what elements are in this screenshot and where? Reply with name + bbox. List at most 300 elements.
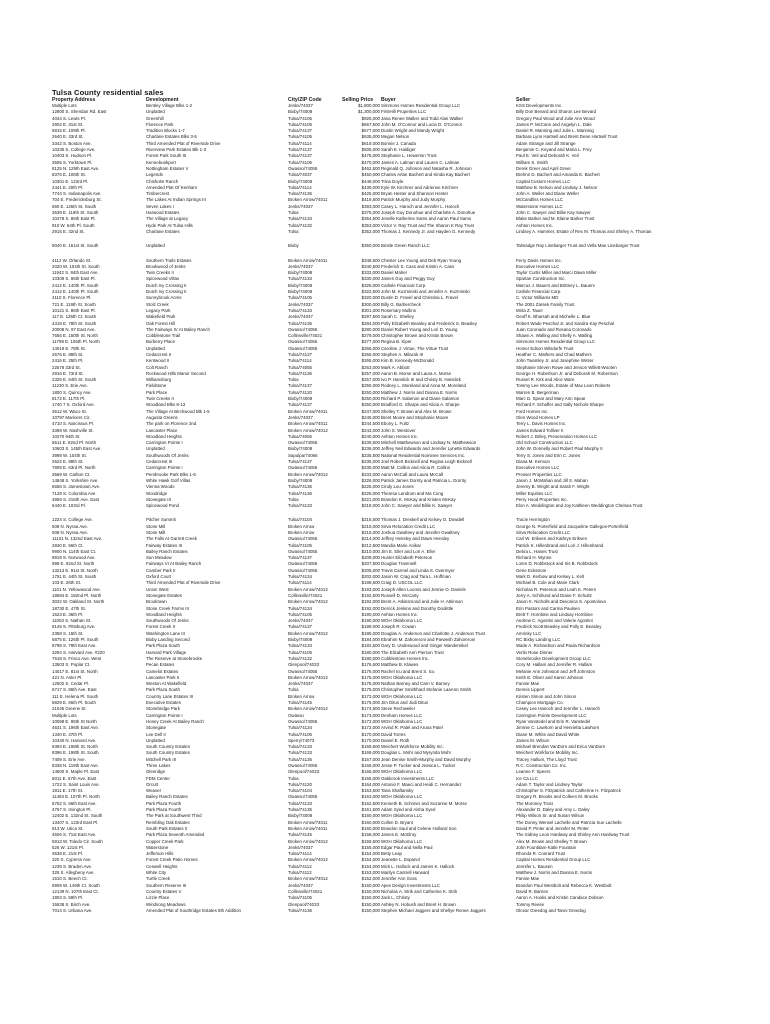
cell-selling-price: $375,000 [361,210,380,216]
cell-buyer: Bradford G. Sharpe and Alicia A. Sharpe [381,402,460,408]
cell-development: Stone Creek Farms III [146,605,189,611]
cell-selling-price: $210,000 [361,548,380,554]
cell-buyer: Ebony L. Fultz [381,421,410,427]
cell-city-zip: Bixby/74008 [288,446,313,452]
cell-buyer: Jeffrey Hensley and Dawn Hensley [381,536,450,542]
cell-buyer: Jesse P. Tucker and Jessica L. Tucker [381,762,456,768]
cell-seller: Tommy Reese [516,901,545,907]
cell-city-zip: Tulsa/74105 [288,121,313,127]
cell-selling-price: $353,000 [361,222,380,228]
cell-development: Weaver [146,788,162,794]
cell-buyer: Travis Carmel and Linda S. Overmyer [381,567,455,573]
cell-development: Camber Park II [146,567,176,573]
cell-buyer: Joseph R. Cowan [381,624,416,630]
cell-development: Park Plaza Seventh Amended [146,832,205,838]
cell-city-zip: Bixby [288,243,299,249]
cell-city-zip: Tulsa/74133 [288,643,313,649]
cell-city-zip: Tulsa/74133 [288,307,313,313]
cell-development: Southern Reserve III [146,882,187,888]
cell-selling-price: $160,000 [361,819,380,825]
cell-city-zip: Collinsville/74021 [288,592,323,598]
row-spacer [0,235,770,243]
cell-property-address: 10301 E. 123rd Pl. [52,178,89,184]
cell-property-address: 8919 S. Norwood Ave. [52,555,96,561]
cell-seller: Spartan Construction Inc. [516,276,566,282]
cell-selling-price: $166,000 [361,762,380,768]
cell-seller: Miller Equities LLC [516,490,553,496]
cell-seller: Billy Don Bevard and Sharon Lee Bevard [516,109,597,115]
cell-buyer: Trina Doyle [381,178,404,184]
cell-selling-price: $185,000 [361,630,380,636]
header-development: Development [146,97,179,103]
cell-development: Amended Plat Of Kenham [146,184,198,190]
cell-property-address: 1523 E. 36th Pl. [52,611,84,617]
cell-city-zip: Bixby/74008 [288,813,313,819]
cell-selling-price: $175,000 [361,674,380,680]
cell-seller: Old School Construction LLC [516,440,573,446]
cell-selling-price: $475,000 [361,153,380,159]
cell-property-address: 4710 S. Narcissus Pl. [52,421,94,427]
cell-seller: Wade A. Richardson and Paula Richardson [516,643,601,649]
cell-selling-price: $176,500 [361,662,380,668]
cell-city-zip: Tulsa/74105 [288,295,313,301]
cell-buyer: Ashton Homes Inc. [381,433,419,439]
cell-seller: Carlisle Financial Corp. [516,289,562,295]
cell-selling-price: $192,000 [361,605,380,611]
cell-development: Greenhill [146,115,164,121]
cell-development: Colt Ranch [146,364,168,370]
cell-buyer: Edgar Paul and Nella Paul [381,844,433,850]
cell-city-zip: Broken Arrow/74012 [288,838,328,844]
header-buyer: Buyer [381,97,396,103]
cell-property-address: 1224 S. College Ave. [52,517,93,523]
cell-development: Carrington Pointe I [146,440,183,446]
cell-development: Bentley Village Blks 1-2 [146,103,193,108]
cell-buyer: WGH Oklahoma LLC [381,794,423,800]
cell-property-address: 11003 S. Nathan St. [52,618,92,624]
cell-city-zip: Tulsa [288,687,299,693]
cell-development: Park Plaza South [146,643,180,649]
cell-city-zip: Tulsa/74134 [288,605,313,611]
cell-selling-price: $167,000 [361,756,380,762]
cell-seller: Amrinky LLC [516,630,542,636]
cell-buyer: Cobblestone Homes Inc. [381,655,430,661]
cell-buyer: Hunter Elizabeth Peterson [381,555,433,561]
cell-seller: John W. Donnelly and Robert Paul Murphy II [516,446,603,452]
cell-buyer: Matthew J. Norris and Dianna E. Norris [381,389,458,395]
cell-property-address: 103 E. 26th St. [52,580,82,586]
cell-city-zip: Tulsa [288,228,299,234]
cell-development: Chisholm Ranch [146,178,179,184]
cell-seller: Prosser Properties LLC [516,471,562,477]
cell-city-zip: Owasso/74055 [288,718,318,724]
cell-city-zip: Jenks/74037 [288,203,313,209]
cell-city-zip: Owasso/74055 [288,465,318,471]
cell-development: Third Amended Plat of Riverside Drive [146,140,221,146]
cell-property-address: 6717 S. 86th Ave. East [52,687,97,693]
cell-seller: David P. Pinter and Jennifer M. Pinter [516,825,589,831]
cell-property-address: 1239 S. Braden Ave. [52,863,93,869]
cell-property-address: 8145 S. Pittsburg Ave. [52,624,96,630]
cell-selling-price: $205,000 [361,567,380,573]
cell-city-zip: Tulsa/74136 [288,191,313,197]
cell-buyer: Kim B. Kennedy-McDonald [381,358,434,364]
cell-buyer: Carlisle Financial Corp. [381,282,427,288]
cell-property-address: Multiple Lots [52,103,77,108]
cell-development: Stonebridge Park [146,706,180,712]
cell-development: Carrington Pointe I [146,465,183,471]
cell-city-zip: Tulsa/74133 [288,216,313,222]
page-title: Tulsa County residential sales [52,88,164,97]
cell-seller: Marc D. Spear and Mary Ann Spear [516,396,586,402]
cell-selling-price: $354,500 [361,216,380,222]
cell-development: Stone Mill [146,530,166,535]
cell-property-address: 4767 S. Irvington Pl. [52,807,92,813]
cell-buyer: Douglas L. Mohr and Myrynda Mohr [381,750,452,756]
cell-seller: Elon A. Weddington and Joy Kathleen Weddington Chelsea Trust [516,503,643,509]
cell-buyer: Joseph Guy Donohue and Charlotte A. Donohue [381,210,476,216]
cell-property-address: 508 N. Nyssa Ave. [52,530,89,535]
cell-development: The Village at Legacy [146,216,189,222]
cell-buyer: Shelley T. Brown and Alex M. Brown [381,408,452,414]
cell-seller: Fannie Mae [516,876,540,882]
cell-city-zip: Tulsa/74105 [288,611,313,617]
cell-property-address: 5611 E. 82nd Pl. North [52,440,97,446]
cell-property-address: 4044 S. Lewis Pl. [52,115,86,121]
cell-development: Honey Creek At Bailey Ranch [146,718,204,724]
cell-buyer: Chester Lee Young and Deb Ryan Young [381,257,462,263]
cell-buyer: Christopher Brown and Kristin Brown [381,333,453,339]
cell-buyer: John M. Kuzminski and Jennifer A. Kuzminski [381,289,470,295]
cell-seller: Gregory R. Brooks and Colleen M. Brooks [516,794,598,800]
cell-seller: Adam T. Taylor and Lindsey Taylor [516,781,583,787]
cell-buyer: Adam Syed and Aisha Syed [381,807,436,813]
cell-seller: Gregory Paul Wood and Julie Ann Wood [516,115,595,121]
cell-selling-price: $322,500 [361,289,380,295]
cell-seller: Verlin Rose Dinner [516,649,553,655]
cell-selling-price: $618,000 [361,140,380,146]
cell-development: Country Lane Estates III [146,693,194,699]
cell-buyer: Jack L. Christy [381,895,410,901]
cell-city-zip: Tulsa/74105 [288,731,313,737]
cell-selling-price: $150,000 [361,907,380,913]
cell-property-address: 704 E. Fredericksburg St. [52,197,102,203]
cell-city-zip: Bixby/74008 [288,289,313,295]
cell-seller: McCandliss Homes LLC [516,197,564,203]
cell-selling-price: $202,000 [361,574,380,580]
cell-buyer: Jason W. Crag and Tara L. Hoffman [381,574,451,580]
cell-city-zip: Jenks/74037 [288,301,313,307]
cell-seller: Glen Wood Homes LP [516,414,560,420]
cell-buyer: Jim Ditus and Judi Ditus [381,700,429,706]
cell-development: Tradition Blocks 1-7 [146,128,185,134]
cell-development: Forest Park South III [146,153,187,159]
cell-selling-price: $175,000 [361,681,380,687]
cell-buyer: David Torres [381,731,406,737]
cell-property-address: 12502 S. Cedar Pl. [52,681,90,687]
cell-selling-price: $172,000 [361,725,380,731]
cell-buyer: Dustin D. Fravel and Christina L. Fravel [381,295,458,301]
cell-development: South Country Estates [146,750,190,756]
cell-buyer: Jeanette L. Espanol [381,857,420,863]
cell-development: Legends [146,172,163,178]
cell-property-address: 12402 E. 132nd St. South [52,813,103,819]
cell-city-zip: Glenpool/74033 [288,901,320,907]
cell-development: Spicewood Villas [146,276,180,282]
cell-property-address: 5909 W. 149th Ct. South [52,882,100,888]
cell-city-zip: Broken Arrow/74011 [288,257,328,263]
cell-seller: Capital Custom Homes LLC [516,178,571,184]
cell-selling-price: $352,000 [361,228,380,234]
cell-city-zip: Collinsville/74021 [288,333,323,339]
cell-buyer: Ebrahim M. Zahoreroni and Parwesh Zahoreroni [381,637,476,643]
cell-buyer: Billy G. Barbercheck [381,301,421,307]
cell-city-zip: Tulsa [288,496,299,502]
cell-development: Oxford Court [146,574,172,580]
cell-buyer: Jeffrey Neil Edwards and Jennifer Lynette Edwards [381,446,481,452]
cell-city-zip: Tulsa/74137 [288,383,313,389]
cell-development: Lizzie Place [146,895,170,901]
cell-property-address: 11799 E. 106th Pl. North [52,339,100,345]
cell-development: Executive Estates [146,700,181,706]
cell-city-zip: Owasso/74055 [288,440,318,446]
cell-seller: John A. Weller and Diane Weller [516,191,580,197]
cell-property-address: 6656 S. Jamestown Ave. [52,484,101,490]
cell-buyer: Apex Design Investments LLC [381,882,441,888]
cell-property-address: 13213 E. 91st St. North [52,567,98,573]
cell-city-zip: Bixby/74008 [288,477,313,483]
cell-city-zip: Tulsa/74105 [288,542,313,548]
cell-development: Woodland Blks 8-13 [146,402,186,408]
cell-property-address: 10270 94th St. [52,433,81,439]
cell-selling-price: $160,000 [361,813,380,819]
cell-development: The Reserve at Stonebrooke [146,655,203,661]
cell-selling-price: $1,800,000 [358,103,380,108]
cell-seller: Jimmie C. Lawhorn and Henrietta Lawhorn [516,725,600,731]
cell-selling-price: $235,000 [361,459,380,465]
cell-seller: Weichert Workforce Mobility Inc. [516,750,579,756]
cell-seller: Russel R. Kirk and Alice Ware [516,377,575,383]
cell-property-address: 22578 33rd St. [52,364,81,370]
cell-city-zip: Glenpool/74033 [288,769,320,775]
cell-seller: Casey Lee Hanoch and Jennifer L. Hanoch [516,706,600,712]
cell-city-zip: Tulsa/74137 [288,402,313,408]
cell-selling-price: $243,000 [361,427,380,433]
cell-selling-price: $266,000 [361,345,380,351]
cell-city-zip: Broken Arrow/74012 [288,599,328,605]
cell-seller: Leanne F. Speers [516,769,551,775]
cell-property-address: 7618 S. Frisco Ave. West [52,655,102,661]
cell-property-address: 14600 S. Maple Pl. East [52,769,100,775]
cell-development: Fieldstone [146,383,167,389]
cell-city-zip: Tulsa/74145 [288,832,313,838]
cell-selling-price: $180,000 [361,649,380,655]
cell-buyer: Craig D. USCOL LLC [381,580,423,586]
cell-development: Rembling Oak Estates [146,819,190,825]
cell-development: Unplatted [146,109,165,115]
cell-selling-price: $470,000 [361,159,380,165]
cell-buyer: Nicholas A. Strik and Catherine K. Strik [381,888,458,894]
cell-seller: Blake Barker and M. Elaine Barker Trust [516,216,595,222]
cell-seller: Alexander D. Daley and Amy L. Daley [516,807,590,813]
cell-selling-price: $350,000 [361,243,380,249]
cell-property-address: 4631 S. 196th East Ave. [52,725,100,731]
cell-development: Woodridge [146,490,168,496]
cell-city-zip: Jenks/74037 [288,414,313,420]
cell-seller: Nicholas R. Peterson and Leah K. Peters [516,586,597,592]
cell-development: Union West [146,586,169,592]
cell-city-zip: Tulsa/74136 [288,490,313,496]
cell-development: Charlane Estates [146,228,180,234]
cell-seller: Alex M. Brown and Shelley T. Brown [516,838,587,844]
cell-seller: Adam Strange and Jill Strange [516,140,576,146]
cell-property-address: 2325 E. 64th St. South [52,377,97,383]
cell-property-address: 7809 E. 63rd Pl. North [52,465,96,471]
cell-development: Spicewood Pond [146,503,179,509]
cell-development: Pembrooke Park Blks 1-6 [146,471,196,477]
cell-buyer: Arvind R. Patel and Aruna Patel [381,725,443,731]
cell-city-zip: Broken Arrow/74012 [288,674,328,680]
cell-selling-price: $180,000 [361,655,380,661]
cell-development: Southern Trails Estates [146,257,192,263]
cell-selling-price: $154,000 [361,863,380,869]
cell-development: Unplatted [146,446,165,452]
cell-city-zip: Owasso/74055 [288,548,318,554]
cell-city-zip: Owasso/74055 [288,339,318,345]
cell-development: Dutch Ivy Crossing II [146,289,187,295]
cell-seller: The Donny Wensel Lachelle and Patricia Sue Lachelle [516,819,622,825]
cell-selling-price: $193,000 [361,586,380,592]
cell-development: Weston At Wakefield [146,681,187,687]
cell-buyer: Bonnie J. Canada [381,140,416,146]
cell-property-address: 11230 S. Erie Ave. [52,383,88,389]
cell-buyer: Sirva Relocation Credit LLC [381,523,436,529]
cell-buyer: Mick L. Hallock and James K. Hallock [381,863,455,869]
cell-property-address: 10099 E. 96th St North [52,718,97,724]
cell-development: Glenridge [146,769,166,775]
cell-property-address: 20008 N. 97 East Ave. [52,326,96,332]
cell-seller: Dennis Lippert [516,687,545,693]
cell-buyer: Frederick S. Cass and Kristin A. Cass [381,263,455,269]
cell-development: Harvard Park Village [146,649,187,655]
cell-seller: Olcear Greedog and Tanni Greedog [516,907,586,913]
cell-buyer: Collen D. Bryant [381,819,413,825]
cell-seller: Jason K. Nicholls and Devonica S. Apostolova [516,599,606,605]
cell-buyer: Joel Robert Bicknell and Regina Leigh Bicknell [381,459,472,465]
cell-city-zip: Tulsa/74136 [288,756,313,762]
cell-selling-price: $162,500 [361,800,380,806]
cell-seller: Keith E. Oliver and Karen Johnson [516,674,584,680]
cell-seller: Carrington Pointe Development LLC [516,712,587,718]
cell-selling-price: $245,000 [361,414,380,420]
cell-seller: Fannie Mae [516,681,540,687]
cell-city-zip: Owasso/74055 [288,345,318,351]
cell-buyer: Kyle W. Kirchner and Adrienne Kirchner [381,184,459,190]
cell-buyer: Gary D. Underwood and Ginger Mandernikel [381,643,468,649]
cell-city-zip: Tulsa/74137 [288,624,313,630]
cell-development: Rockwood Hills Manor Second [146,370,206,376]
row-spacer [0,509,770,517]
cell-selling-price: $215,000 [361,523,380,529]
cell-buyer: Joseph Allen Loomis and Jennie O. Daniels [381,586,466,592]
cell-city-zip: Owasso/74055 [288,567,318,573]
cell-city-zip: Tulsa/74105 [288,649,313,655]
cell-property-address: 7128 S. Columbia Ave. [52,490,97,496]
cell-development: Unplatted [146,345,165,351]
cell-city-zip: Tulsa/74132 [288,222,313,228]
cell-buyer: Aaron B. Morse and Laura A. Morse [381,370,452,376]
cell-development: Burberry Place [146,339,176,345]
cell-development: Florence Park [146,121,174,127]
cell-seller: Ford Homes Inc. [516,408,549,414]
cell-development: Fairways VI At Bailey Ranch [146,561,202,567]
cell-selling-price: $173,000 [361,693,380,699]
cell-seller: Cory M. Hallam and Jennifer R. Hallam [516,662,593,668]
sales-table [0,103,770,914]
cell-selling-price: $266,000 [361,351,380,357]
cell-buyer: Daniel Maher [381,270,408,276]
cell-development: Jefferson Hills [146,851,174,857]
cell-seller: Ryan Vanstedel and Erin R. Vanstedel [516,718,591,724]
cell-property-address: 14848 S. Yorkshire Ave. [52,477,99,483]
cell-selling-price: $1,300,000 [358,109,380,115]
cell-city-zip: Tulsa/74137 [288,147,313,153]
cell-property-address: 2915 E. 32nd St. [52,228,85,234]
cell-development: Turtle Creek [146,876,170,882]
cell-property-address: 3505 S. Yorktown Pl. [52,159,93,165]
cell-selling-price: $301,000 [361,307,380,313]
cell-property-address: 7014 S. Urbana Ave. [52,907,93,913]
cell-property-address: 117 E. 125th Ct. South [52,314,97,320]
cell-development: Augusta Greens [146,414,178,420]
cell-seller: Sirva Relocation Credit LLC [516,530,571,535]
cell-property-address: 421 N. Aster Pl. [52,674,83,680]
cell-selling-price: $263,000 [361,364,380,370]
cell-property-address: 5913 W. Toledo Cir. South [52,838,103,844]
cell-seller: David R. Barnes [516,888,548,894]
cell-property-address: 2676 E. 88th St. [52,351,84,357]
cell-development: Washington Lane III [146,630,185,636]
cell-buyer: Patrick James Dorrity and Patricia L. Dorrity [381,477,467,483]
cell-selling-price: $250,000 [361,402,380,408]
cell-property-address: 7744 S. Indianapolis Ave. [52,191,102,197]
cell-selling-price: $667,500 [361,121,380,127]
cell-buyer: Aaron McCall and Laura McCall [381,471,443,477]
cell-property-address: 2441 E. 20th Pl. [52,184,84,190]
cell-property-address: 3612 W. Waco St. [52,408,87,414]
cell-selling-price: $677,000 [361,128,380,134]
cell-city-zip: Collinsville/74021 [288,888,323,894]
cell-selling-price: $226,000 [361,477,380,483]
cell-buyer: John C. Sawyer and Billie K. Sawyer [381,503,453,509]
cell-city-zip: Tulsa/74112 [288,863,312,869]
cell-buyer: FirstHill Properties LLC [381,109,427,115]
cell-city-zip: Broken Arrow/74011 [288,197,328,203]
cell-selling-price: $278,000 [361,333,380,339]
cell-city-zip: Jenks/74037 [288,844,313,850]
cell-selling-price: $340,500 [361,263,380,269]
cell-buyer: Jana Renee Walker and Todd Alan Walker [381,115,464,121]
cell-selling-price: $172,000 [361,718,380,724]
cell-property-address: 14017 E. 81st St. North [52,668,98,674]
cell-development: Brooktown [146,599,167,605]
header-selling-price: Selling Price [342,97,374,103]
cell-development: Sunnybrook Acres [146,295,182,301]
cell-seller: Robert J. Briley, Preservation Homes LLC [516,433,598,439]
cell-property-address: 8338 N. 119th East Ave. [52,762,99,768]
cell-development: The park on Florence 2nd [146,421,197,427]
cell-development: Timbercrest [146,191,170,197]
